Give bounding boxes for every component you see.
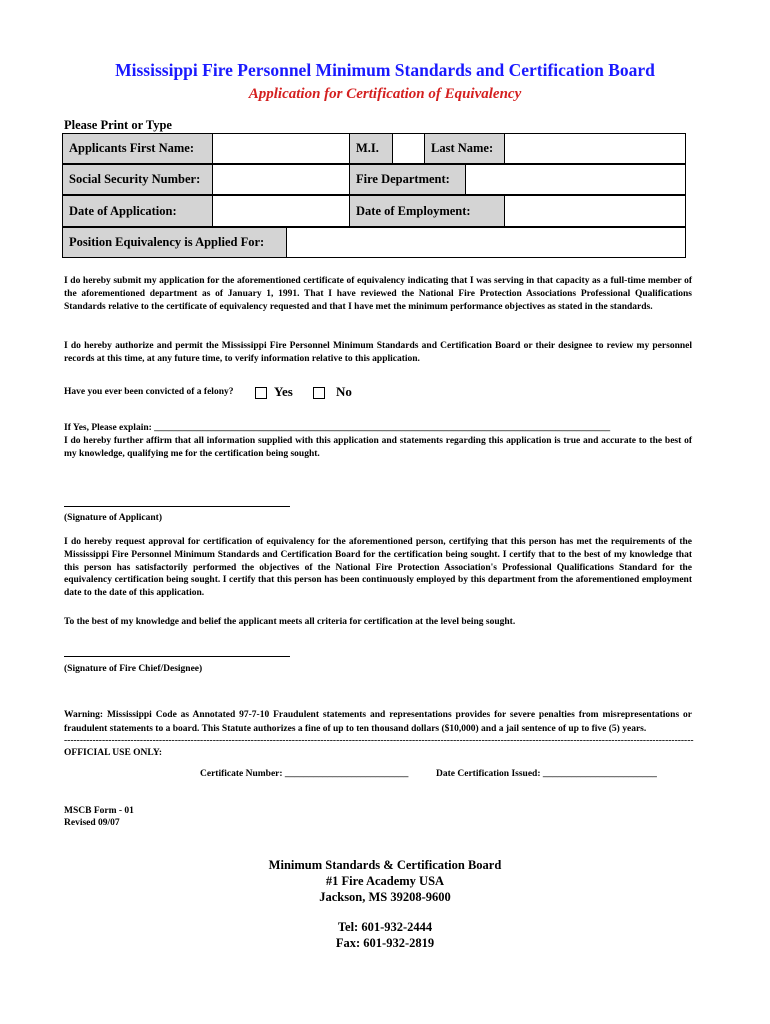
- warning-text: Warning: Mississippi Code as Annotated 97-7-10 Fraudulent statements and representations provides for severe penalties from misrepresentations or fraudulent statements to a board. This Statute authorizes a fine of up to ten thousand dollars ($10,000) and a jail sentence of up to five (5) years.: [64, 710, 692, 734]
- last-name-label: Last Name:: [424, 133, 505, 164]
- ssn-field[interactable]: [212, 164, 350, 195]
- applicant-signature-line[interactable]: [64, 506, 290, 507]
- first-name-field[interactable]: [212, 133, 350, 164]
- statement-paragraph-4: I do hereby request approval for certification of equivalency for the aforementioned person, certifying that this person has met the requirements of the Mississippi Fire Personnel Minimum Standards and Certification Board for the certification being sought. I certify that to the best of my knowledge that this person has satisfactorily performed the objectives of the National Fire Protection Association's Professional Qualifications Standard for the equivalency certification being sought. I certify that this person has been continuously employed by this department from the aforementioned employment date to the date of this application.: [64, 537, 692, 599]
- statement-paragraph-5: To the best of my knowledge and belief the applicant meets all criteria for certification at the level being sought.: [64, 617, 516, 627]
- last-name-field[interactable]: [504, 133, 686, 164]
- page-title: Mississippi Fire Personnel Minimum Standards and Certification Board: [115, 60, 655, 80]
- footer-fax: Fax: 601-932-2819: [335, 936, 435, 950]
- footer-org: Minimum Standards & Certification Board: [268, 858, 502, 872]
- form-revised: Revised 09/07: [64, 818, 120, 828]
- fire-department-field[interactable]: [465, 164, 686, 195]
- felony-question: Have you ever been convicted of a felony?: [64, 387, 234, 397]
- statement-paragraph-3: I do hereby further affirm that all information supplied with this application and statements regarding this application is true and accurate to the best of my knowledge, qualifying me for the certification being sought.: [64, 436, 692, 459]
- mi-label: M.I.: [349, 133, 393, 164]
- footer-address-2: Jackson, MS 39208-9600: [319, 890, 451, 904]
- form-id: MSCB Form - 01: [64, 806, 134, 816]
- explain-line[interactable]: If Yes, Please explain: ________________________________________________________________________________________________: [64, 423, 611, 433]
- print-note: Please Print or Type: [64, 118, 172, 132]
- official-use-label: OFFICIAL USE ONLY:: [64, 748, 163, 758]
- page-subtitle: Application for Certification of Equivalency: [248, 86, 522, 102]
- first-name-label: Applicants First Name:: [62, 133, 213, 164]
- no-checkbox[interactable]: [313, 387, 325, 399]
- statement-paragraph-1: I do hereby submit my application for the aforementioned certificate of equivalency indicating that I was serving in that capacity as a full-time member of the aforementioned department as of January 1, 1991. That I have reviewed the National Fire Protection Associations Professional Qualifications Standards relative to the certificate of equivalency requested and that I have met the minimum performance objectives as stated in the standards.: [64, 276, 692, 312]
- applicant-signature-label: (Signature of Applicant): [64, 513, 163, 523]
- date-application-field[interactable]: [212, 195, 350, 227]
- yes-checkbox[interactable]: [255, 387, 267, 399]
- fire-department-label: Fire Department:: [349, 164, 466, 195]
- position-label: Position Equivalency is Applied For:: [62, 227, 287, 258]
- chief-signature-line[interactable]: [64, 656, 290, 657]
- mi-field[interactable]: [392, 133, 425, 164]
- chief-signature-label: (Signature of Fire Chief/Designee): [64, 664, 203, 674]
- footer-address-1: #1 Fire Academy USA: [325, 874, 445, 888]
- dash-separator: -------------------------------------------------------------------------------------------------------------------------------------------------------------------------------------------------------: [64, 736, 694, 746]
- date-employment-field[interactable]: [504, 195, 686, 227]
- position-field[interactable]: [286, 227, 686, 258]
- yes-label: Yes: [274, 384, 293, 399]
- ssn-label: Social Security Number:: [62, 164, 213, 195]
- no-label: No: [336, 384, 352, 399]
- footer-tel: Tel: 601-932-2444: [337, 920, 433, 934]
- certificate-number-field[interactable]: Certificate Number: __________________________: [200, 769, 409, 779]
- statement-paragraph-2: I do hereby authorize and permit the Mississippi Fire Personnel Minimum Standards and Certification Board or their designee to review my personnel records at this time, at any future time, to verify information relative to this application.: [64, 341, 692, 364]
- date-employment-label: Date of Employment:: [349, 195, 505, 227]
- date-application-label: Date of Application:: [62, 195, 213, 227]
- date-issued-field[interactable]: Date Certification Issued: ________________________: [436, 769, 657, 779]
